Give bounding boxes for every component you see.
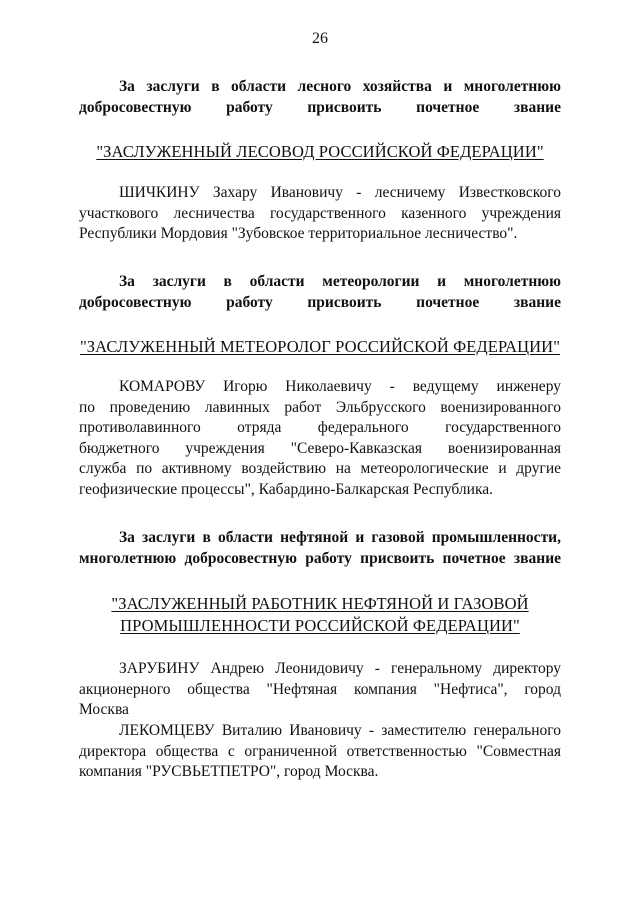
intro-line: добросовестную работу присвоить почетное звание xyxy=(79,99,561,116)
awardee-line: противолавинного отряда федерального государственного xyxy=(79,419,561,436)
intro-line: За заслуги в области нефтяной и газовой промышленности, xyxy=(119,529,561,546)
awardee-line: КОМАРОВУ Игорю Николаевичу - ведущему инженеру xyxy=(119,378,561,395)
award-title-line: ПРОМЫШЛЕННОСТИ РОССИЙСКОЙ ФЕДЕРАЦИИ" xyxy=(120,616,520,635)
award-title-oil-gas-worker xyxy=(79,593,561,637)
awardee-line: директора общества с ограниченной ответственностью "Совместная xyxy=(79,742,561,760)
award-title-meteorologist xyxy=(79,336,561,358)
awardee-line: ЗАРУБИНУ Андрею Леонидовичу - генеральному директору xyxy=(119,660,561,677)
intro-line: За заслуги в области лесного хозяйства и многолетнюю xyxy=(119,78,561,95)
intro-line: За заслуги в области метеорологии и многолетнюю xyxy=(119,273,561,290)
awardee-line: служба по активному воздействию на метеорологические и другие xyxy=(79,460,561,477)
section-intro-meteorology xyxy=(79,271,561,313)
awardee-line: по проведению лавинных работ Эльбрусского военизированного xyxy=(79,398,561,416)
awardee-line: Москва xyxy=(79,701,129,718)
award-title-forester xyxy=(79,141,561,163)
awardee-lekomtsev xyxy=(79,721,561,783)
awardee-line: компания "РУСВЬЕТПЕТРО", город Москва. xyxy=(79,763,379,780)
award-title-line: "ЗАСЛУЖЕННЫЙ МЕТЕОРОЛОГ РОССИЙСКОЙ ФЕДЕРАЦИИ" xyxy=(79,337,561,356)
award-title-line: "ЗАСЛУЖЕННЫЙ ЛЕСОВОД РОССИЙСКОЙ ФЕДЕРАЦИИ" xyxy=(96,142,544,161)
awardee-line: Республики Мордовия "Зубовское территориальное лесничество". xyxy=(79,225,518,242)
awardee-line: ШИЧКИНУ Захару Ивановичу - лесничему Известковского xyxy=(119,184,561,201)
intro-line: добросовестную работу присвоить почетное звание xyxy=(79,294,561,311)
awardee-shichkin xyxy=(79,183,561,245)
awardee-line: акционерного общества "Нефтяная компания "Нефтиса", город xyxy=(79,680,561,698)
section-intro-oil-gas xyxy=(79,527,561,569)
intro-line: многолетнюю добросовестную работу присвоить почетное звание xyxy=(79,550,561,567)
awardee-line: геофизические процессы", Кабардино-Балкарская Республика. xyxy=(79,480,493,498)
awardee-line: бюджетного учреждения "Северо-Кавказская военизированная xyxy=(79,439,561,457)
award-title-line: "ЗАСЛУЖЕННЫЙ РАБОТНИК НЕФТЯНОЙ И ГАЗОВОЙ xyxy=(111,594,529,613)
page-number: 26 xyxy=(312,30,328,47)
section-intro-forestry xyxy=(79,76,561,118)
awardee-line: участкового лесничества государственного казенного учреждения xyxy=(79,204,561,222)
awardee-zarubin xyxy=(79,659,561,721)
awardee-line: ЛЕКОМЦЕВУ Виталию Ивановичу - заместителю генерального xyxy=(119,722,561,739)
awardee-komarov xyxy=(79,377,561,500)
